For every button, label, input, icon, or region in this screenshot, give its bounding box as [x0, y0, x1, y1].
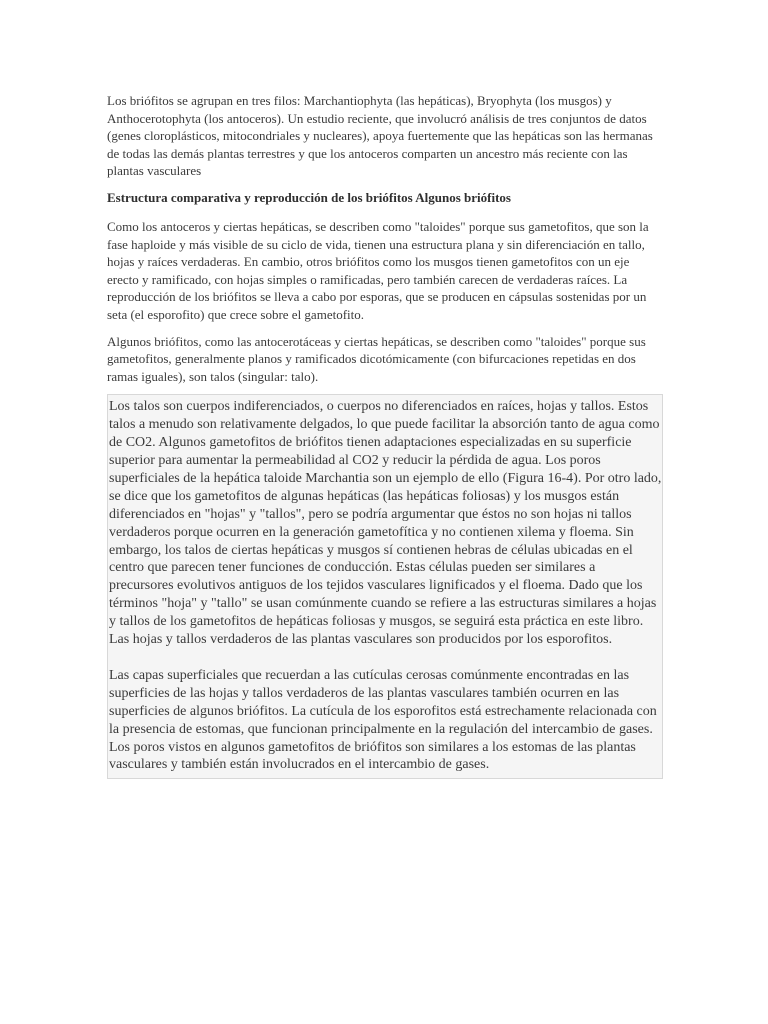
quote-box [107, 394, 663, 779]
box-paragraph-2: Las capas superficiales que recuerdan a las cutículas cerosas comúnmente encontradas en las superficies de las hojas y tallos verdaderos de las plantas vasculares también ocurren en las superficies de algunos briófitos. La cutícula de los esporofitos está estrechamente relacionada con la presencia de estomas, que funcionan principalmente en la regulación del intercambio de gases. Los poros vistos en algunos gametofitos de briófitos son similares a los estomas de las plantas vasculares y también están involucrados en el intercambio de gases. [109, 667, 657, 773]
body-paragraph-3: Algunos briófitos, como las antocerotáceas y ciertas hepáticas, se describen como "taloides" porque sus gametofitos, generalmente planos y ramificados dicotómicamente (con bifurcaciones repetidas en dos ramas iguales), son talos (singular: talo). [107, 333, 646, 384]
intro-paragraph: Los briófitos se agrupan en tres filos: Marchantiophyta (las hepáticas), Bryophyta (los musgos) y Anthocerotophyta (los antoceros). Un estudio reciente, que involucró análisis de tres conjuntos de datos (genes cloroplásticos, mitocondriales y nucleares), apoya fuertemente que las hepáticas son las hermanas de todas las demás plantas terrestres y que los antoceros comparten un ancestro más reciente con las plantas vasculares [107, 93, 653, 179]
document-page [107, 92, 663, 779]
box-paragraph-1: Los talos son cuerpos indiferenciados, o cuerpos no diferenciados en raíces, hojas y tallos. Estos talos a menudo son relativamente delgados, lo que puede facilitar la absorción tanto de agua como de CO2. Algunos gametofitos de briófitos tienen adaptaciones especializadas en su superficie superior para aumentar la permeabilidad al CO2 y reducir la pérdida de agua. Los poros superficiales de la hepática taloide Marchantia son un ejemplo de ello (Figura 16-4). Por otro lado, se dice que los gametofitos de algunas hepáticas (las hepáticas foliosas) y los musgos están diferenciados en "hojas" y "tallos", pero se podría argumentar que éstos no son hojas ni tallos verdaderos porque ocurren en la generación gametofítica y no contienen xilema y floema. Sin embargo, los talos de ciertas hepáticas y musgos sí contienen hebras de células ubicadas en el centro que parecen tener funciones de conducción. Estas células pueden ser similares a precursores evolutivos antiguos de los tejidos vasculares lignificados y el floema. Dado que los términos "hoja" y "tallo" se usan comúnmente cuando se refiere a las estructuras similares a hojas y tallos de los gametofitos de hepáticas foliosas y musgos, se seguirá esta práctica en este libro. Las hojas y tallos verdaderos de las plantas vasculares son producidos por los esporofitos. [109, 399, 662, 648]
box-spacer [108, 649, 662, 667]
body-paragraph-2: Como los antoceros y ciertas hepáticas, se describen como "taloides" porque sus gametofitos, que son la fase haploide y más visible de su ciclo de vida, tienen una estructura plana y sin diferenciación en tallo, hojas y raíces verdaderas. En cambio, otros briófitos como los musgos tienen gametofitos con un eje erecto y ramificado, con hojas simples o ramificadas, pero también carecen de verdaderas raíces. La reproducción de los briófitos se lleva a cabo por esporas, que se producen en cápsulas sostenidas por un seta (el esporofito) que crece sobre el gametofito. [107, 218, 649, 322]
section-heading: Estructura comparativa y reproducción de los briófitos Algunos briófitos [107, 189, 511, 205]
